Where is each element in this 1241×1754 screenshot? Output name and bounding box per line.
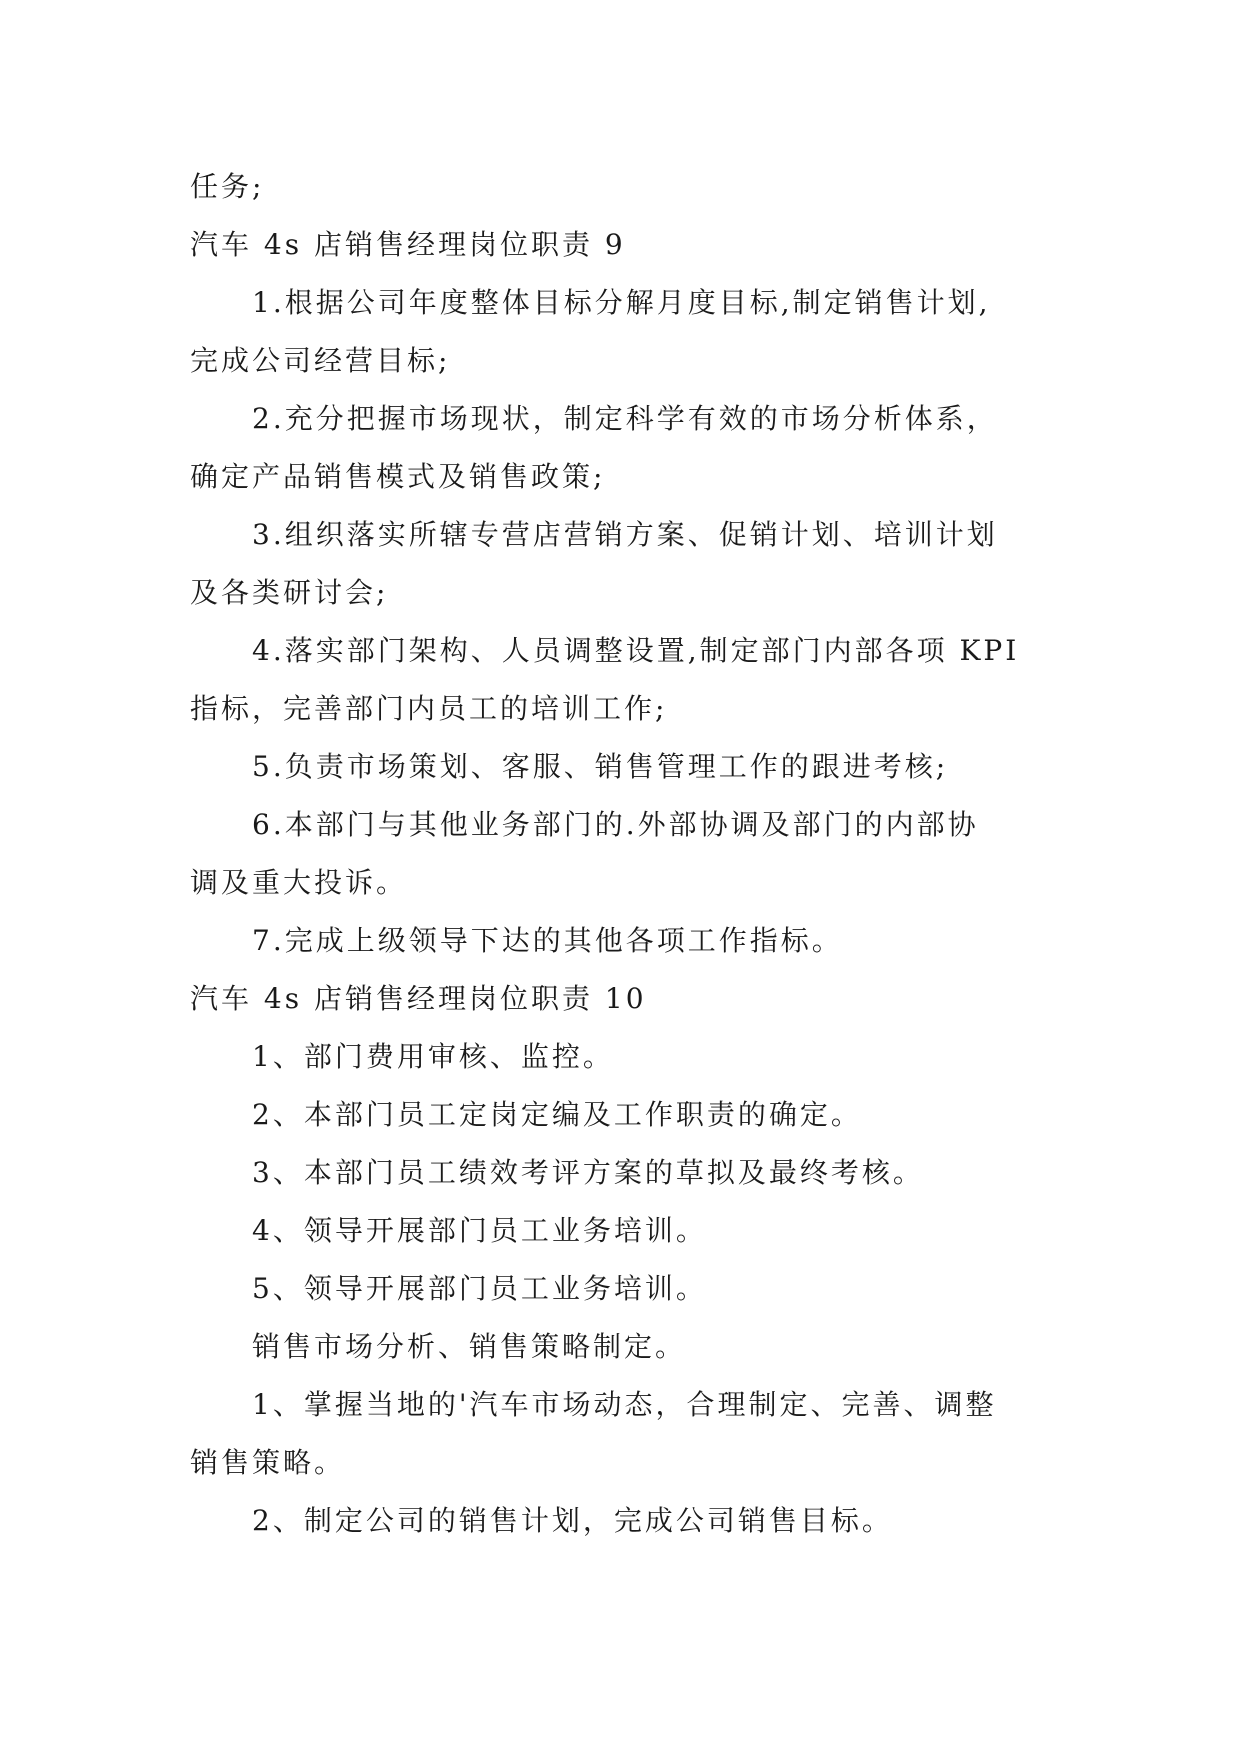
text-line: 销售市场分析、销售策略制定。 [252, 1330, 687, 1363]
text-line: 1、掌握当地的'汽车市场动态，合理制定、完善、调整 [252, 1388, 997, 1421]
text-line: 任务; [190, 170, 265, 203]
text-line: 2.充分把握市场现状，制定科学有效的市场分析体系， [252, 402, 998, 435]
text-line: 1.根据公司年度整体目标分解月度目标,制定销售计划, [252, 286, 991, 319]
text-line: 指标，完善部门内员工的培训工作; [190, 692, 668, 725]
text-line: 及各类研讨会; [190, 576, 389, 609]
document-body [190, 158, 1070, 1550]
text-line: 调及重大投诉。 [190, 866, 408, 899]
text-line: 5.负责市场策划、客服、销售管理工作的跟进考核; [252, 750, 949, 783]
text-line: 7.完成上级领导下达的其他各项工作指标。 [252, 924, 843, 957]
text-line: 完成公司经营目标; [190, 344, 451, 377]
text-line: 6.本部门与其他业务部门的.外部协调及部门的内部协 [252, 808, 979, 841]
text-line: 1、部门费用审核、监控。 [252, 1040, 614, 1073]
text-line: 销售策略。 [190, 1446, 346, 1479]
section-heading: 汽车 4s 店销售经理岗位职责 10 [190, 982, 647, 1015]
text-line: 3.组织落实所辖专营店营销方案、促销计划、培训计划 [252, 518, 998, 551]
text-line: 确定产品销售模式及销售政策; [190, 460, 606, 493]
text-line: 4.落实部门架构、人员调整设置,制定部门内部各项 KPI [252, 634, 1020, 667]
text-line: 4、领导开展部门员工业务培训。 [252, 1214, 707, 1247]
text-line: 2、本部门员工定岗定编及工作职责的确定。 [252, 1098, 862, 1131]
text-line: 2、制定公司的销售计划，完成公司销售目标。 [252, 1504, 893, 1537]
text-line: 3、本部门员工绩效考评方案的草拟及最终考核。 [252, 1156, 924, 1189]
section-heading: 汽车 4s 店销售经理岗位职责 9 [190, 228, 626, 261]
text-line: 5、领导开展部门员工业务培训。 [252, 1272, 707, 1305]
